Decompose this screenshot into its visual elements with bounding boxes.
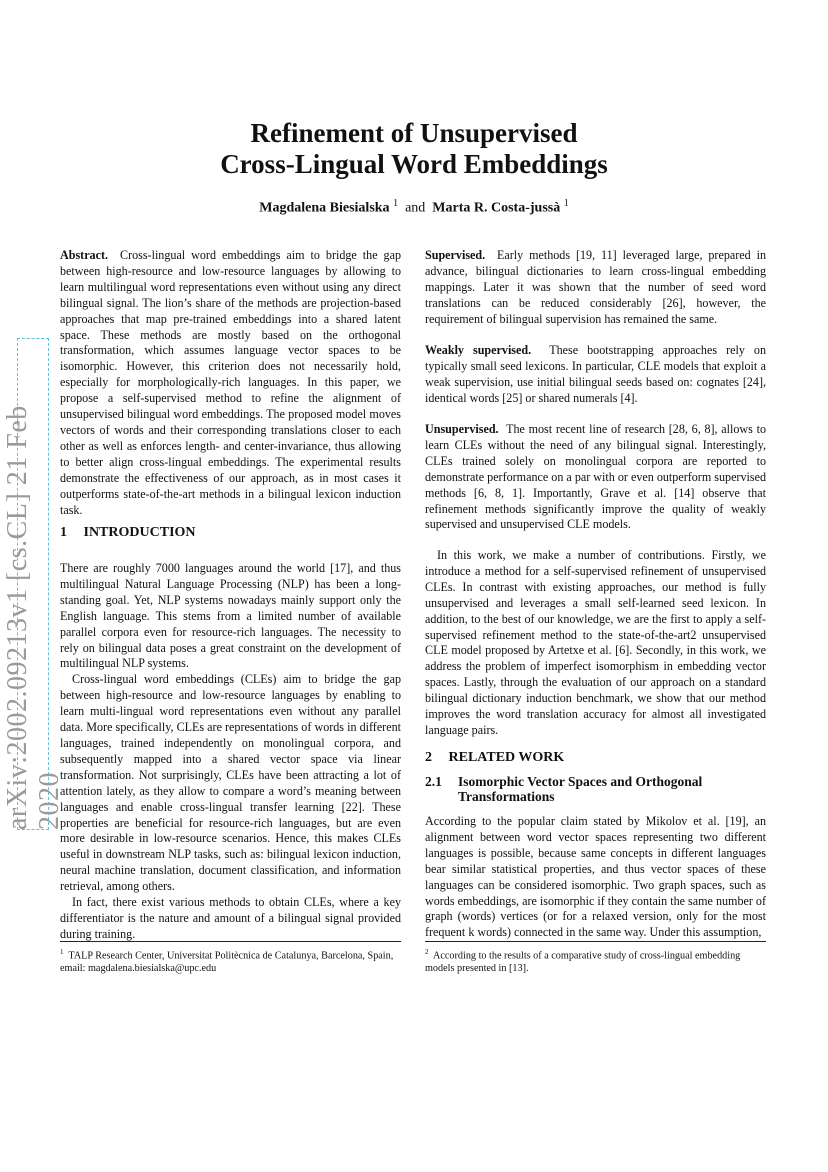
supervised-paragraph bbox=[425, 248, 766, 328]
footnote-2-mark: 2 bbox=[425, 948, 429, 956]
contributions-text: In this work, we make a number of contributions. Firstly, we introduce a method for a self-supervised refinement of unsupervised CLEs. In contrast with existing approaches, our method is fully unsupervised and leverages a small self-learned seed lexicon. In addition, to the best of our knowledge, we are the first to apply a self-supervised refinement method to the state-of-the-art2 unsupervised CLE model proposed by Artetxe et al. [6]. Secondly, in this work, we address the problem of imperfect isomorphism in embedding vector spaces. Lastly, through the evaluation of our approach on a standard bilingual dictionary induction benchmark, we show that our method improves the word translation accuracy for almost all investigated language pairs. bbox=[425, 548, 766, 737]
unsupervised-label: Unsupervised. bbox=[425, 422, 499, 436]
abstract bbox=[60, 248, 401, 518]
section-2-number: 2 bbox=[425, 750, 432, 765]
paper-title bbox=[0, 118, 828, 180]
subsection-2-1-number: 2.1 bbox=[425, 774, 442, 789]
author-2: Marta R. Costa-jussà bbox=[432, 200, 561, 216]
section-2-heading bbox=[425, 750, 564, 766]
weakly-supervised-paragraph bbox=[425, 343, 766, 407]
author-1-affiliation-mark: 1 bbox=[393, 198, 399, 209]
footnote-rule-left bbox=[60, 941, 401, 942]
author-2-affiliation-mark: 1 bbox=[563, 198, 569, 209]
weakly-supervised-text: These bootstrapping approaches rely on typically small seed lexicons. In particular, CLE models that exploit a weak supervision, use initial bilingual seeds based on: cognates [24], identical words [25] or shared numerals [4]. bbox=[425, 343, 766, 405]
footnote-1-mark: 1 bbox=[60, 948, 64, 956]
subsection-2-1-heading bbox=[425, 774, 702, 804]
introduction-body bbox=[60, 561, 401, 943]
weakly-supervised-label: Weakly supervised. bbox=[425, 343, 532, 357]
intro-paragraph-1: There are roughly 7000 languages around the world [17], and thus multilingual Natural Language Processing (NLP) has been a long-standing goal. Yet, NLP systems nowadays mainly support only the English language. This stems from a limited number of available parallel corpora even for resource-rich languages. The necessity to rely on bilingual data poses a great constraint on the development of multilingual NLP systems. bbox=[60, 561, 401, 671]
title-line-2: Cross-Lingual Word Embeddings bbox=[220, 149, 608, 179]
abstract-label: Abstract. bbox=[60, 248, 109, 262]
subsection-2-1-title-line-2: Transformations bbox=[458, 789, 555, 804]
supervised-label: Supervised. bbox=[425, 248, 486, 262]
subsection-2-1-title-line-1: Isomorphic Vector Spaces and Orthogonal bbox=[458, 774, 703, 789]
footnote-2 bbox=[425, 946, 766, 975]
footnote-1-text: TALP Research Center, Universitat Politècnica de Catalunya, Barcelona, Spain, email: magdalena.biesialska@upc.edu bbox=[60, 950, 394, 974]
footnote-2-text: According to the results of a comparative study of cross-lingual embedding models presented in [13]. bbox=[425, 950, 741, 974]
author-line bbox=[0, 198, 828, 217]
contributions-paragraph bbox=[425, 548, 766, 739]
related-work-text: According to the popular claim stated by Mikolov et al. [19], an alignment between word vector spaces representing two different languages is possible, because same concepts in different languages bear similar statistical properties, and thus vector spaces of these languages can be considered isomorphic. Two graph spaces, such as words embeddings, are isomorphic if they contain the same number of graph (words) vertices (or for a relaxed version, only for the most frequent k words) connected in the same way. Under this assumption, bbox=[425, 814, 766, 940]
section-1-title: INTRODUCTION bbox=[83, 525, 196, 540]
intro-paragraph-2: Cross-lingual word embeddings (CLEs) aim to bridge the gap between high-resource and low-resource languages by enabling to learn multi-lingual word representations even without any parallel data. More specifically, CLEs are representations of words in different languages, trained independently on monolingual corpora, and subsequently mapped into a shared vector space via linear transformation. Not surprisingly, CLEs have been attracting a lot of attention lately, as they allow to compare a word’s meaning between languages and enable cross-lingual transfer learning [22]. These properties are beneficial for resource-rich languages, but are even more desirable in low-resource scenarios. Hence, this makes CLEs useful in downstream NLP tasks, such as: bilingual lexicon induction, neural machine translation, document classification, and information retrieval, among others. bbox=[60, 672, 401, 894]
section-1-number: 1 bbox=[60, 525, 67, 540]
section-1-heading bbox=[60, 525, 196, 541]
supervised-text: Early methods [19, 11] leveraged large, prepared in advance, bilingual dictionaries to learn cross-lingual embedding mappings. Later it was shown that the number of seed word translations can be reduced considerably [26], however, the requirement of bilingual supervision has remained the same. bbox=[425, 248, 767, 326]
author-conjunction: and bbox=[405, 200, 426, 216]
footnote-1 bbox=[60, 946, 401, 975]
unsupervised-paragraph bbox=[425, 422, 766, 533]
section-2-title: RELATED WORK bbox=[448, 750, 565, 765]
unsupervised-text: The most recent line of research [28, 6, 8], allows to learn CLEs without the need of any bilingual signal. Interestingly, CLEs trained solely on monolingual corpora are reported to demonstrate performance on a par with or even outperform supervised methods [6, 8, 1]. Importantly, Grave et al. [14] observe that refinement methods significantly improve the quality of weakly supervised and unsupervised CLE models. bbox=[425, 422, 766, 532]
intro-paragraph-3: In fact, there exist various methods to obtain CLEs, where a key differentiator is the nature and amount of a bilingual signal provided during training. bbox=[60, 895, 401, 941]
arxiv-identifier: arXiv:2002.09213v1 [cs.CL] 21 Feb 2020 bbox=[2, 405, 65, 830]
related-work-body bbox=[425, 814, 766, 941]
abstract-text: Cross-lingual word embeddings aim to bridge the gap between high-resource and low-resource languages by allowing to learn multilingual word representations even without using any direct bilingual signal. The lion’s share of the methods are projection-based approaches that map pre-trained embeddings into a shared latent space. These methods are mostly based on the orthogonal transformation, which assumes language vector spaces to be isomorphic. However, this criterion does not necessarily hold, especially for morphologically-rich languages. In this paper, we propose a self-supervised method to refine the alignment of unsupervised bilingual word embeddings. The proposed model moves vectors of words and their corresponding translations closer to each other as well as enforces length- and center-invariance, thus allowing to better align cross-lingual embeddings. The experimental results demonstrate the effectiveness of our approach, as in most cases it outperforms state-of-the-art methods in a bilingual lexicon induction task. bbox=[60, 248, 402, 517]
title-line-1: Refinement of Unsupervised bbox=[250, 118, 578, 148]
footnote-rule-right bbox=[425, 941, 766, 942]
author-1: Magdalena Biesialska bbox=[259, 200, 390, 216]
